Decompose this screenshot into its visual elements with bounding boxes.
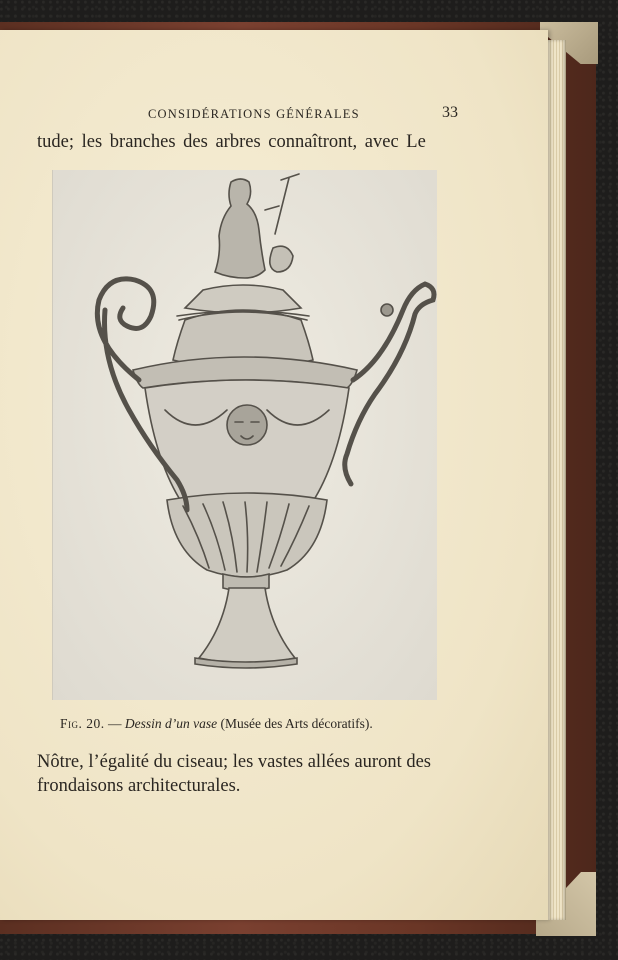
- caption-dash: —: [104, 716, 125, 731]
- page-number: 33: [442, 104, 458, 121]
- figure-title: Dessin d’un vase: [124, 716, 218, 731]
- vase-drawing: [53, 170, 437, 700]
- figure-caption: [60, 716, 373, 732]
- vase-statue: [215, 179, 265, 278]
- figure-plate: [52, 170, 437, 700]
- text-line-after-figure-1: Nôtre, l’égalité du ciseau; les vastes allées auront des: [37, 752, 432, 772]
- vase-lid: [185, 285, 301, 313]
- figure-label: Fig. 20.: [60, 716, 105, 731]
- text-line-after-figure-2: frondaisons architecturales.: [37, 776, 241, 796]
- running-title: CONSIDÉRATIONS GÉNÉRALES: [148, 107, 360, 121]
- statue-staff: [265, 174, 299, 234]
- statue-putto: [270, 246, 293, 272]
- vase-foot: [199, 588, 295, 663]
- text-line-before-figure: tude; les branches des arbres connaîtront, avec Le: [37, 132, 426, 152]
- figure-source: (Musée des Arts décoratifs).: [217, 716, 373, 731]
